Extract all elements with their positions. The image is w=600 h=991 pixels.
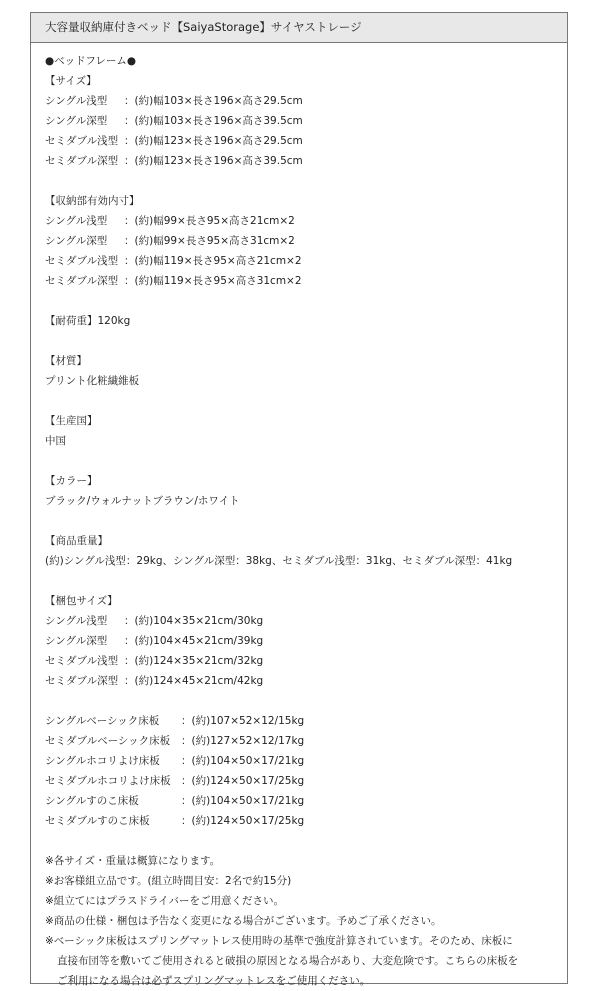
note-board-warning: ※ベーシック床板はスプリングマットレス使用時の基準で強度計算されています。そのため、床板に xyxy=(45,935,513,947)
package-row xyxy=(45,651,567,671)
board-row xyxy=(45,791,567,811)
size-row-name: シングル浅型 xyxy=(45,95,108,107)
board-row-name: シングルホコリよけ床板 xyxy=(45,755,160,767)
storage-row xyxy=(45,251,567,271)
spacer xyxy=(45,171,567,191)
size-row-value: ：(約)幅103×長さ196×高さ39.5cm xyxy=(124,115,303,127)
spacer xyxy=(45,331,567,351)
spacer xyxy=(45,691,567,711)
origin-value: 中国 xyxy=(45,435,66,447)
board-row-value: ：(約)104×50×17/21kg xyxy=(181,795,305,807)
spacer xyxy=(45,451,567,471)
size-row-value: ：(約)幅123×長さ196×高さ39.5cm xyxy=(124,155,303,167)
color-value: ブラック/ウォルナットブラウン/ホワイト xyxy=(45,495,240,507)
weight-value: (約)シングル浅型：29kg、シングル深型：38kg、セミダブル浅型：31kg、セミダブル深型：41kg xyxy=(45,555,513,567)
board-row-value: ：(約)124×50×17/25kg xyxy=(181,775,305,787)
spec-content xyxy=(31,43,567,991)
board-row xyxy=(45,771,567,791)
spacer xyxy=(45,391,567,411)
color-heading: 【カラー】 xyxy=(45,475,98,487)
size-row xyxy=(45,151,567,171)
note-approx: ※各サイズ・重量は概算になります。 xyxy=(45,855,221,867)
size-row-name: セミダブル浅型 xyxy=(45,135,119,147)
board-row-value: ：(約)124×50×17/25kg xyxy=(181,815,305,827)
board-row xyxy=(45,811,567,831)
storage-row xyxy=(45,211,567,231)
board-row-name: セミダブルホコリよけ床板 xyxy=(45,775,171,787)
package-row xyxy=(45,611,567,631)
storage-row xyxy=(45,231,567,251)
material-heading: 【材質】 xyxy=(45,355,87,367)
package-row-value: ：(約)104×45×21cm/39kg xyxy=(124,635,264,647)
package-row-value: ：(約)124×35×21cm/32kg xyxy=(124,655,264,667)
size-row-value: ：(約)幅103×長さ196×高さ29.5cm xyxy=(124,95,303,107)
board-row-name: シングルすのこ床板 xyxy=(45,795,139,807)
size-heading: 【サイズ】 xyxy=(45,75,97,87)
board-row xyxy=(45,751,567,771)
package-heading: 【梱包サイズ】 xyxy=(45,595,118,607)
package-row xyxy=(45,671,567,691)
storage-row-name: セミダブル浅型 xyxy=(45,255,119,267)
material-value: プリント化粧繊維板 xyxy=(45,375,140,387)
storage-row-name: セミダブル深型 xyxy=(45,275,119,287)
board-row-value: ：(約)104×50×17/21kg xyxy=(181,755,305,767)
panel-title: 大容量収納庫付きベッド【SaiyaStorage】サイヤストレージ xyxy=(31,13,567,43)
board-row-name: セミダブルベーシック床板 xyxy=(45,735,171,747)
load-capacity: 【耐荷重】120kg xyxy=(45,315,131,327)
note-screwdriver: ※組立てにはプラスドライバーをご用意ください。 xyxy=(45,895,284,907)
spacer xyxy=(45,291,567,311)
size-row xyxy=(45,131,567,151)
package-row-value: ：(約)124×45×21cm/42kg xyxy=(124,675,264,687)
size-row xyxy=(45,111,567,131)
note-spec-change: ※商品の仕様・梱包は予告なく変更になる場合がございます。予めご了承ください。 xyxy=(45,915,442,927)
board-row-value: ：(約)127×52×12/17kg xyxy=(181,735,305,747)
board-row-name: セミダブルすのこ床板 xyxy=(45,815,150,827)
board-row-value: ：(約)107×52×12/15kg xyxy=(181,715,305,727)
size-row xyxy=(45,91,567,111)
board-row-name: シングルベーシック床板 xyxy=(45,715,160,727)
board-row xyxy=(45,711,567,731)
spacer xyxy=(45,831,567,851)
weight-heading: 【商品重量】 xyxy=(45,535,108,547)
package-row-name: シングル浅型 xyxy=(45,615,108,627)
origin-heading: 【生産国】 xyxy=(45,415,98,427)
package-row xyxy=(45,631,567,651)
size-row-name: シングル深型 xyxy=(45,115,108,127)
package-row-name: シングル深型 xyxy=(45,635,108,647)
size-row-name: セミダブル深型 xyxy=(45,155,119,167)
storage-row-value: ：(約)幅119×長さ95×高さ31cm×2 xyxy=(124,275,302,287)
package-row-name: セミダブル深型 xyxy=(45,675,119,687)
spacer xyxy=(45,571,567,591)
spec-panel xyxy=(30,12,568,987)
storage-row-value: ：(約)幅99×長さ95×高さ31cm×2 xyxy=(124,235,295,247)
note-assembly: ※お客様組立品です。(組立時間目安：2名で約15分) xyxy=(45,875,292,887)
size-row-value: ：(約)幅123×長さ196×高さ29.5cm xyxy=(124,135,303,147)
note-board-warning-cont: 直接布団等を敷いてご使用されると破損の原因となる場合があり、大変危険です。こちらの床板を xyxy=(57,955,519,967)
storage-heading: 【収納部有効内寸】 xyxy=(45,195,140,207)
storage-row-value: ：(約)幅119×長さ95×高さ21cm×2 xyxy=(124,255,302,267)
package-row-value: ：(約)104×35×21cm/30kg xyxy=(124,615,264,627)
storage-row-name: シングル深型 xyxy=(45,235,108,247)
note-board-warning-cont: ご利用になる場合は必ずスプリングマットレスをご使用ください。 xyxy=(57,975,371,987)
package-row-name: セミダブル浅型 xyxy=(45,655,119,667)
frame-heading: ●ベッドフレーム● xyxy=(45,55,137,67)
storage-row-name: シングル浅型 xyxy=(45,215,108,227)
storage-row xyxy=(45,271,567,291)
spacer xyxy=(45,511,567,531)
storage-row-value: ：(約)幅99×長さ95×高さ21cm×2 xyxy=(124,215,295,227)
board-row xyxy=(45,731,567,751)
